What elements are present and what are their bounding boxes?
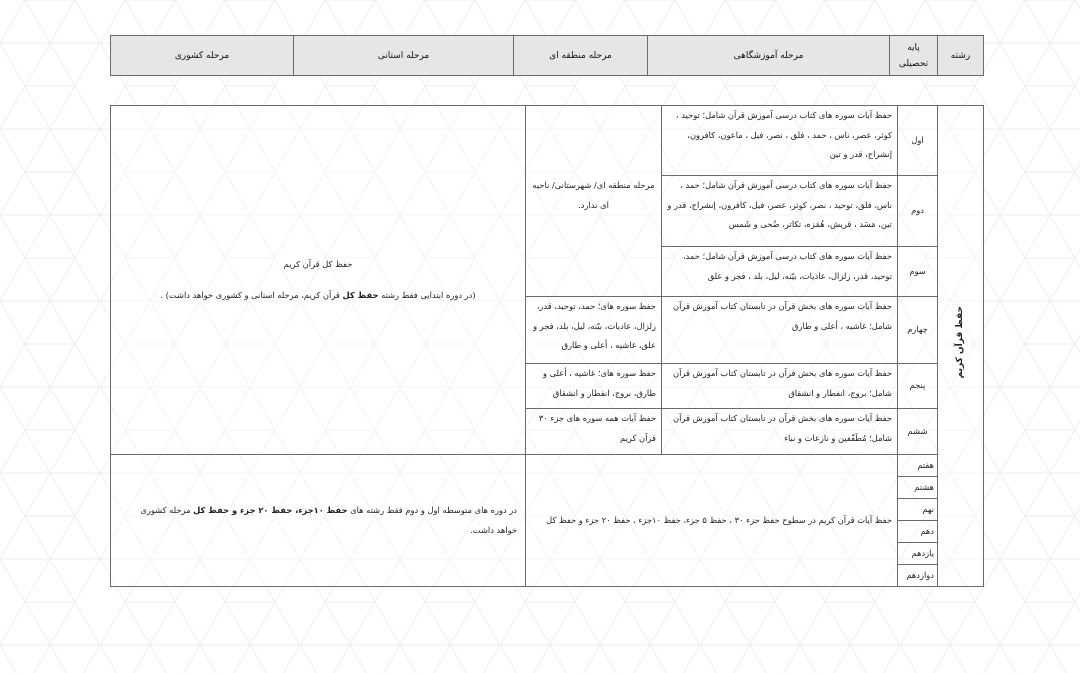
regional-stage-cell: حفظ سوره های؛ غاشیه ، أعلی و طارق، بروج، انفطار و انشقاق xyxy=(526,364,662,409)
grade-cell: دوازدهم xyxy=(898,565,938,587)
note-text: مرحله کشوری خواهد داشت. xyxy=(140,505,517,535)
regional-stage-cell: حفظ آیات همه سوره های جزء ۳۰ قرآن کریم xyxy=(526,409,662,455)
note-text: در دوره های متوسطه اول و دوم فقط رشته های xyxy=(347,505,517,515)
grade-cell: هشتم xyxy=(898,477,938,499)
header-table xyxy=(110,35,984,76)
competition-table xyxy=(110,105,984,587)
grade-cell: هفتم xyxy=(898,455,938,477)
table-row xyxy=(111,106,984,176)
note-bold-text: حفظ ۱۰جزء، حفظ ۲۰ جزء و حفظ کل xyxy=(193,505,348,515)
header-grade xyxy=(890,36,938,76)
school-stage-cell: حفظ آیات سوره های بخش قرآن در تابستان کتاب آموزش قرآن شامل؛ مُطَفّفین و نازعات و نباء xyxy=(662,409,898,455)
grade-cell: سوم xyxy=(898,247,938,297)
header-regional-stage: مرحله منطقه ای xyxy=(514,36,648,76)
header-field: رشته xyxy=(938,36,984,76)
note-text: (در دوره ابتدایی فقط رشته xyxy=(378,290,476,300)
school-stage-cell: حفظ آیات سوره های بخش قرآن در تابستان کتاب آموزش قرآن شامل؛ غاشیه ، أعلی و طارق xyxy=(662,297,898,364)
upper-stage-note xyxy=(116,286,520,306)
grade-cell: یازدهم xyxy=(898,543,938,565)
grade-cell: دهم xyxy=(898,521,938,543)
regional-stage-cell: حفظ سوره های؛ حمد، توحید، قدر، زلزال، عادیات، بیّنه، لیل، بلد، فجر و علق، غاشیه ، أعلی و طارق xyxy=(526,297,662,364)
upper-stage-cell xyxy=(111,106,526,455)
secondary-school-regional-cell: حفظ آیات قرآن کریم در سطوح حفظ جزء ۳۰ ، حفظ ۵ جزء، حفظ ۱۰جزء ، حفظ ۲۰ جزء و حفظ کل xyxy=(526,455,898,587)
table-row xyxy=(111,455,984,477)
header-grade-line1: پایه xyxy=(907,42,920,53)
grade-cell: اول xyxy=(898,106,938,176)
note-text: قرآن کریم، مرحله استانی و کشوری خواهد داشت) . xyxy=(160,290,343,300)
school-stage-cell: حفظ آیات سوره های کتاب درسی آموزش قرآن شامل؛ حمد ، ناس، فلق، توحید ، نصر، کوثر، عصر، فیل، کافرون، إنشراح، قدر و تین، مَسَد ، قریش، هُمَزه، تکاثر، ضُحی و شَمس xyxy=(662,176,898,247)
grade-cell: ششم xyxy=(898,409,938,455)
note-bold-text: حفظ کل xyxy=(342,290,379,300)
school-stage-cell: حفظ آیات سوره های بخش قرآن در تابستان کتاب آموزش قرآن شامل؛ بروج، انفطار و انشقاق xyxy=(662,364,898,409)
grade-cell: دوم xyxy=(898,176,938,247)
field-name: حفظ قرآن کریم xyxy=(954,306,965,379)
secondary-upper-stage-cell xyxy=(111,455,526,587)
school-stage-cell: حفظ آیات سوره های کتاب درسی آموزش قرآن شامل؛ توحید ، کوثر، عصر، ناس ، حمد ، فلق ، نصر، فیل ، ماعون، کافرون، إنشراح، قدر و تین xyxy=(662,106,898,176)
header-row xyxy=(111,36,984,76)
field-cell xyxy=(938,106,984,587)
grade-cell: چهارم xyxy=(898,297,938,364)
header-school-stage: مرحله آموزشگاهی xyxy=(648,36,890,76)
school-stage-cell: حفظ آیات سوره های کتاب درسی آموزش قرآن شامل؛ حمد، توحید، قدر، زلزال، عادیات، بیّنه، لیل، بلد ، فجر و علق xyxy=(662,247,898,297)
header-grade-line2: تحصیلی xyxy=(898,58,929,69)
regional-stage-cell: مرحله منطقه ای/ شهرستانی/ ناحیه ای ندارد. xyxy=(526,106,662,297)
upper-stage-title: حفظ کل قرآن کریم xyxy=(283,258,353,269)
header-national-stage: مرحله کشوری xyxy=(111,36,294,76)
grade-cell: پنجم xyxy=(898,364,938,409)
header-provincial-stage: مرحله استانی xyxy=(294,36,514,76)
grade-cell: نهم xyxy=(898,499,938,521)
